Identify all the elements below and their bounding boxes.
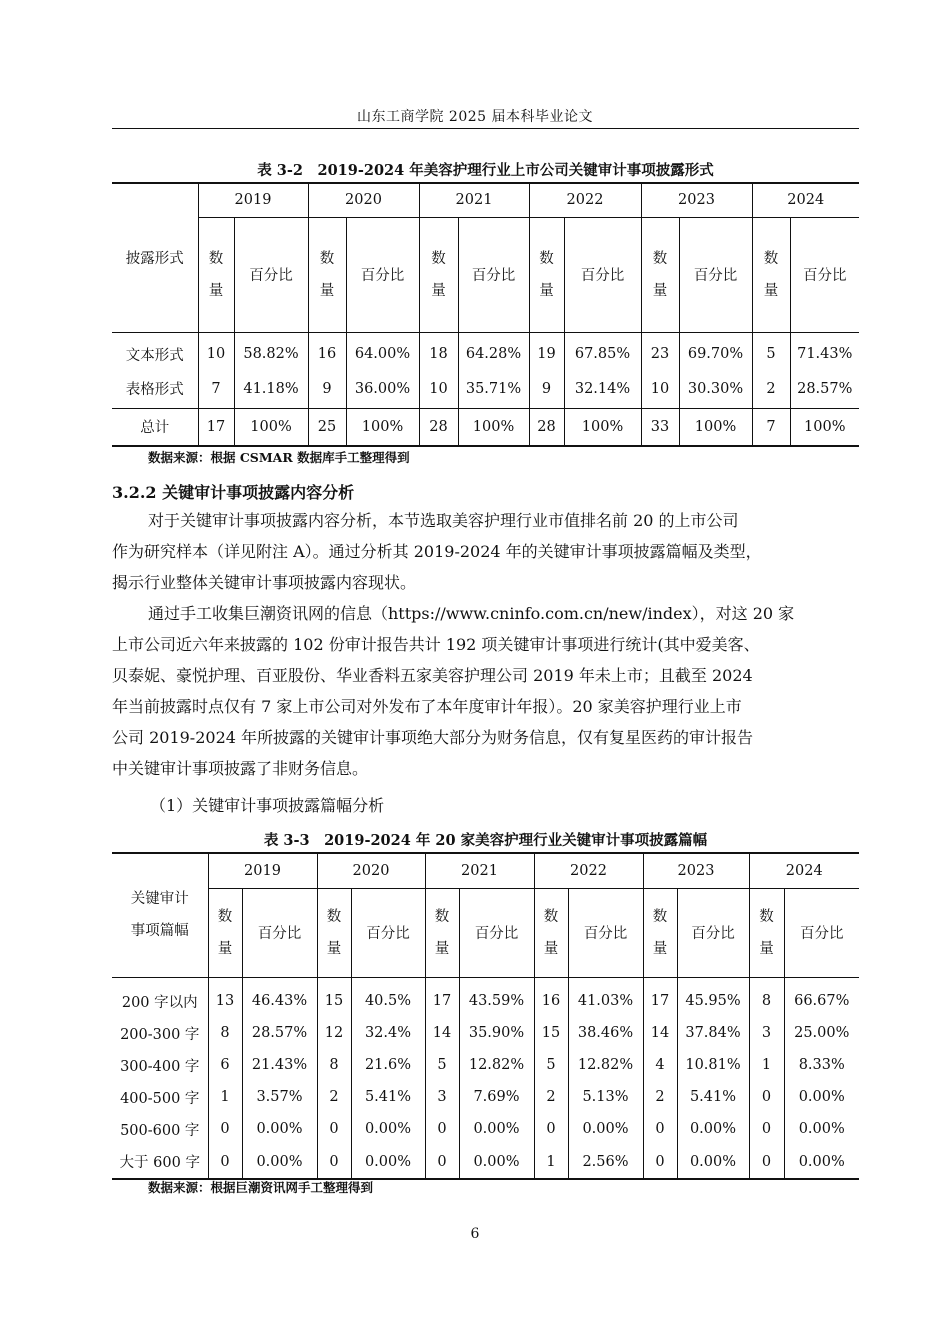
table1-qty-header: 数 量 bbox=[198, 217, 234, 332]
table2-cell: 8 bbox=[749, 977, 784, 1017]
table1-row bbox=[112, 370, 859, 408]
table2-cell: 0 bbox=[425, 1113, 459, 1145]
table1-cell: 10 bbox=[198, 332, 234, 370]
table2-row-header: 关键审计 事项篇幅 bbox=[112, 853, 208, 977]
table2-cell: 12.82% bbox=[568, 1049, 643, 1081]
table2-cell: 0.00% bbox=[784, 1145, 859, 1179]
table2-cell: 0 bbox=[425, 1145, 459, 1179]
table2-year: 2022 bbox=[534, 853, 643, 888]
table2-qty-header: 数 量 bbox=[425, 888, 459, 977]
table2-cell: 12 bbox=[317, 1017, 351, 1049]
table1-cell: 28 bbox=[529, 408, 564, 446]
table2-cell: 0 bbox=[208, 1113, 242, 1145]
paragraph-line: 中关键审计事项披露了非财务信息。 bbox=[112, 759, 369, 778]
table2-cell: 0.00% bbox=[351, 1145, 425, 1179]
table2-qty-header: 数 量 bbox=[534, 888, 568, 977]
table2-cell: 38.46% bbox=[568, 1017, 643, 1049]
table2-pct-header: 百分比 bbox=[351, 888, 425, 977]
table2-cell: 0.00% bbox=[568, 1113, 643, 1145]
table1-cell: 7 bbox=[198, 370, 234, 408]
table1-cell: 69.70% bbox=[679, 332, 752, 370]
table2-cell: 21.6% bbox=[351, 1049, 425, 1081]
table2-cell: 2 bbox=[643, 1081, 677, 1113]
table1-cell: 19 bbox=[529, 332, 564, 370]
table1-cell: 100% bbox=[790, 408, 859, 446]
table2-cell: 43.59% bbox=[459, 977, 534, 1017]
table2-cell: 0.00% bbox=[459, 1113, 534, 1145]
table2-subheader-row bbox=[112, 888, 859, 977]
table1-pct-header: 百分比 bbox=[346, 217, 419, 332]
table1-pct-header: 百分比 bbox=[234, 217, 308, 332]
table1-cell: 2 bbox=[752, 370, 790, 408]
table1-cell: 28 bbox=[419, 408, 458, 446]
table1-qty-header: 数 量 bbox=[752, 217, 790, 332]
table2-qty-header: 数 量 bbox=[317, 888, 351, 977]
table2-row bbox=[112, 1049, 859, 1081]
table2-cell: 21.43% bbox=[242, 1049, 317, 1081]
paragraph-line: 作为研究样本（详见附注 A）。通过分析其 2019-2024 年的关键审计事项披露篇幅及类型， bbox=[112, 542, 762, 561]
subsection-heading: （1）关键审计事项披露篇幅分析 bbox=[150, 796, 385, 815]
table1-cell: 100% bbox=[346, 408, 419, 446]
table2-year: 2019 bbox=[208, 853, 317, 888]
table1-year: 2019 bbox=[198, 183, 308, 217]
paragraph-line: 贝泰妮、豪悦护理、百亚股份、华业香料五家美容护理公司 2019 年未上市；且截至 2024 bbox=[112, 666, 753, 685]
table2-cell: 3 bbox=[425, 1081, 459, 1113]
table1-cell: 16 bbox=[308, 332, 346, 370]
table2-cell: 15 bbox=[317, 977, 351, 1017]
table1-cell: 33 bbox=[641, 408, 679, 446]
table2-row bbox=[112, 977, 859, 1017]
table2-cell: 6 bbox=[208, 1049, 242, 1081]
table1-cell: 25 bbox=[308, 408, 346, 446]
table1-year: 2024 bbox=[752, 183, 859, 217]
table1-caption: 表 3-2 2019-2024 年美容护理行业上市公司关键审计事项披露形式 bbox=[257, 162, 714, 179]
table2-year: 2024 bbox=[749, 853, 859, 888]
table2-cell: 0.00% bbox=[784, 1081, 859, 1113]
table1-cell: 35.71% bbox=[458, 370, 529, 408]
table2-cell: 12.82% bbox=[459, 1049, 534, 1081]
table2-pct-header: 百分比 bbox=[784, 888, 859, 977]
table2-cell: 4 bbox=[643, 1049, 677, 1081]
table1-row-label: 总计 bbox=[140, 420, 170, 437]
table1-qty-header: 数 量 bbox=[529, 217, 564, 332]
table1-cell: 67.85% bbox=[564, 332, 641, 370]
page-number: 6 bbox=[470, 1226, 480, 1242]
table1-cell: 10 bbox=[419, 370, 458, 408]
table2-cell: 0 bbox=[643, 1145, 677, 1179]
table2-cell: 0.00% bbox=[459, 1145, 534, 1179]
table1-cell: 64.00% bbox=[346, 332, 419, 370]
table2-cell: 32.4% bbox=[351, 1017, 425, 1049]
table1-year: 2022 bbox=[529, 183, 641, 217]
table2-cell: 8 bbox=[317, 1049, 351, 1081]
table1-cell: 64.28% bbox=[458, 332, 529, 370]
table2-cell: 45.95% bbox=[677, 977, 749, 1017]
table1-qty-header: 数 量 bbox=[308, 217, 346, 332]
table2-qty-header: 数 量 bbox=[208, 888, 242, 977]
table1-cell: 17 bbox=[198, 408, 234, 446]
table2-cell: 3.57% bbox=[242, 1081, 317, 1113]
table1-qty-header: 数 量 bbox=[419, 217, 458, 332]
table2-year-row bbox=[112, 853, 859, 888]
table2-cell: 14 bbox=[643, 1017, 677, 1049]
table2-row-label: 200 字以内 bbox=[121, 994, 198, 1011]
running-header: 山东工商学院 2025 届本科毕业论文 bbox=[356, 109, 594, 125]
table2-cell: 0.00% bbox=[351, 1113, 425, 1145]
table2-cell: 37.84% bbox=[677, 1017, 749, 1049]
table2-cell: 7.69% bbox=[459, 1081, 534, 1113]
table1-pct-header: 百分比 bbox=[458, 217, 529, 332]
table2-disclosure-length bbox=[112, 852, 859, 1180]
table2-cell: 41.03% bbox=[568, 977, 643, 1017]
table1-cell: 18 bbox=[419, 332, 458, 370]
table2-cell: 14 bbox=[425, 1017, 459, 1049]
table1-cell: 100% bbox=[234, 408, 308, 446]
table2-row bbox=[112, 1145, 859, 1179]
table2-row-label: 500-600 字 bbox=[120, 1122, 200, 1139]
table1-year: 2020 bbox=[308, 183, 419, 217]
table1-year-row bbox=[112, 183, 859, 217]
table1-cell: 100% bbox=[564, 408, 641, 446]
table2-cell: 0.00% bbox=[242, 1113, 317, 1145]
table2-row bbox=[112, 1113, 859, 1145]
table1-pct-header: 百分比 bbox=[564, 217, 641, 332]
table2-pct-header: 百分比 bbox=[459, 888, 534, 977]
table2-cell: 0.00% bbox=[242, 1145, 317, 1179]
table2-cell: 0.00% bbox=[677, 1145, 749, 1179]
table2-cell: 0 bbox=[749, 1113, 784, 1145]
table2-qty-header: 数 量 bbox=[643, 888, 677, 977]
table1-cell: 23 bbox=[641, 332, 679, 370]
table1-cell: 9 bbox=[308, 370, 346, 408]
table2-cell: 15 bbox=[534, 1017, 568, 1049]
table2-row-label: 300-400 字 bbox=[120, 1058, 200, 1075]
table2-cell: 46.43% bbox=[242, 977, 317, 1017]
paragraph-line: 通过手工收集巨潮资讯网的信息（https://www.cninfo.com.cn/new/index），对这 20 家 bbox=[148, 604, 795, 623]
table1-cell: 36.00% bbox=[346, 370, 419, 408]
table1-qty-header: 数 量 bbox=[641, 217, 679, 332]
table1-cell: 7 bbox=[752, 408, 790, 446]
table2-cell: 0 bbox=[749, 1081, 784, 1113]
paragraph-line: 上市公司近六年来披露的 102 份审计报告共计 192 项关键审计事项进行统计(其中爱美客、 bbox=[112, 635, 760, 654]
table2-caption: 表 3-3 2019-2024 年 20 家美容护理行业关键审计事项披露篇幅 bbox=[263, 832, 708, 849]
table1-cell: 28.57% bbox=[790, 370, 859, 408]
table1-cell: 10 bbox=[641, 370, 679, 408]
table1-year: 2023 bbox=[641, 183, 752, 217]
table1-disclosure-form bbox=[112, 182, 859, 447]
table2-cell: 2.56% bbox=[568, 1145, 643, 1179]
table2-cell: 28.57% bbox=[242, 1017, 317, 1049]
paragraph-2 bbox=[112, 598, 859, 784]
table2-cell: 17 bbox=[643, 977, 677, 1017]
table1-row-header: 披露形式 bbox=[112, 183, 198, 332]
table2-cell: 1 bbox=[208, 1081, 242, 1113]
table1-cell: 5 bbox=[752, 332, 790, 370]
table2-cell: 0 bbox=[317, 1113, 351, 1145]
table2-row-label: 200-300 字 bbox=[120, 1026, 200, 1043]
table2-cell: 40.5% bbox=[351, 977, 425, 1017]
table1-cell: 100% bbox=[679, 408, 752, 446]
table2-pct-header: 百分比 bbox=[677, 888, 749, 977]
table2-pct-header: 百分比 bbox=[568, 888, 643, 977]
table1-subheader-row bbox=[112, 217, 859, 332]
table2-cell: 0.00% bbox=[677, 1113, 749, 1145]
table2-cell: 1 bbox=[534, 1145, 568, 1179]
table2-cell: 8 bbox=[208, 1017, 242, 1049]
table2-cell: 0 bbox=[317, 1145, 351, 1179]
table1-year: 2021 bbox=[419, 183, 529, 217]
table2-row-label: 大于 600 字 bbox=[119, 1155, 200, 1171]
paragraph-line: 揭示行业整体关键审计事项披露内容现状。 bbox=[112, 573, 417, 592]
table1-pct-header: 百分比 bbox=[679, 217, 752, 332]
table2-row bbox=[112, 1081, 859, 1113]
table1-row bbox=[112, 332, 859, 370]
header-rule bbox=[112, 128, 859, 129]
table2-cell: 1 bbox=[749, 1049, 784, 1081]
paragraph-line: 年当前披露时点仅有 7 家上市公司对外发布了本年度审计年报）。20 家美容护理行业上市 bbox=[112, 697, 742, 716]
table2-cell: 25.00% bbox=[784, 1017, 859, 1049]
table2-cell: 16 bbox=[534, 977, 568, 1017]
table1-pct-header: 百分比 bbox=[790, 217, 859, 332]
table1-cell: 58.82% bbox=[234, 332, 308, 370]
table2-cell: 8.33% bbox=[784, 1049, 859, 1081]
table2-cell: 5 bbox=[425, 1049, 459, 1081]
table1-cell: 32.14% bbox=[564, 370, 641, 408]
table2-cell: 5 bbox=[534, 1049, 568, 1081]
table2-cell: 10.81% bbox=[677, 1049, 749, 1081]
table2-year: 2023 bbox=[643, 853, 749, 888]
table2-cell: 66.67% bbox=[784, 977, 859, 1017]
table2-cell: 3 bbox=[749, 1017, 784, 1049]
table1-cell: 71.43% bbox=[790, 332, 859, 370]
table2-year: 2020 bbox=[317, 853, 425, 888]
table1-total-row bbox=[112, 408, 859, 446]
paragraph-1 bbox=[112, 505, 859, 598]
table2-cell: 0 bbox=[643, 1113, 677, 1145]
paragraph-line: 对于关键审计事项披露内容分析，本节选取美容护理行业市值排名前 20 的上市公司 bbox=[148, 511, 739, 530]
table2-cell: 17 bbox=[425, 977, 459, 1017]
table1-cell: 41.18% bbox=[234, 370, 308, 408]
table2-cell: 0 bbox=[208, 1145, 242, 1179]
table1-cell: 30.30% bbox=[679, 370, 752, 408]
table2-row bbox=[112, 1017, 859, 1049]
table2-cell: 35.90% bbox=[459, 1017, 534, 1049]
table1-row-label: 文本形式 bbox=[125, 347, 184, 364]
table2-row-label: 400-500 字 bbox=[120, 1090, 200, 1107]
table2-qty-header: 数 量 bbox=[749, 888, 784, 977]
table2-year: 2021 bbox=[425, 853, 534, 888]
table1-cell: 9 bbox=[529, 370, 564, 408]
section-heading: 3.2.2 关键审计事项披露内容分析 bbox=[112, 483, 355, 502]
table2-cell: 0 bbox=[749, 1145, 784, 1179]
table2-pct-header: 百分比 bbox=[242, 888, 317, 977]
table2-cell: 5.13% bbox=[568, 1081, 643, 1113]
table1-cell: 100% bbox=[458, 408, 529, 446]
table2-cell: 0.00% bbox=[784, 1113, 859, 1145]
paragraph-line: 公司 2019-2024 年所披露的关键审计事项绝大部分为财务信息，仅有复星医药的审计报告 bbox=[112, 728, 754, 747]
table1-row-label: 表格形式 bbox=[112, 370, 198, 408]
table1-source: 数据来源：根据 CSMAR 数据库手工整理得到 bbox=[148, 450, 410, 465]
table2-source: 数据来源：根据巨潮资讯网手工整理得到 bbox=[148, 1180, 374, 1195]
table2-cell: 2 bbox=[317, 1081, 351, 1113]
table2-cell: 0 bbox=[534, 1113, 568, 1145]
table2-cell: 5.41% bbox=[677, 1081, 749, 1113]
table2-cell: 5.41% bbox=[351, 1081, 425, 1113]
table2-cell: 2 bbox=[534, 1081, 568, 1113]
table2-cell: 13 bbox=[208, 977, 242, 1017]
